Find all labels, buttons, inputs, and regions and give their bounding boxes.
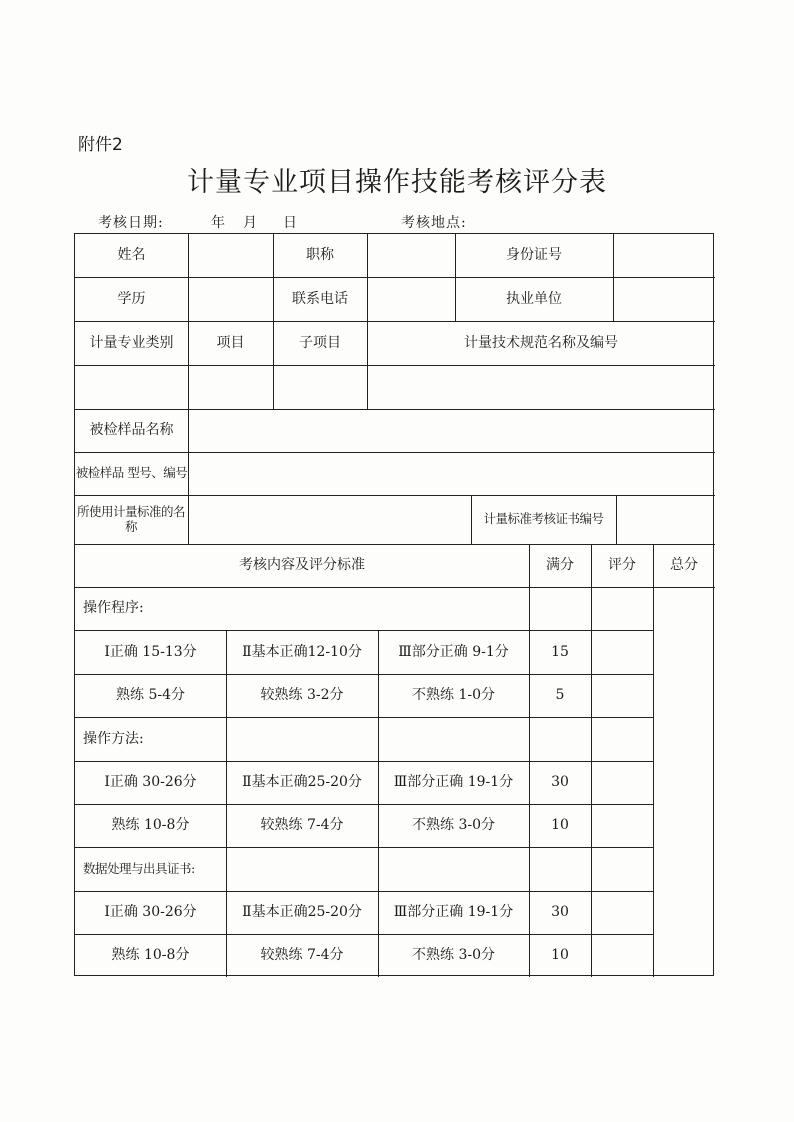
phone-field[interactable] <box>367 277 455 321</box>
criterion-a: Ⅰ正确 30-26分 <box>104 774 197 791</box>
title-rank-field[interactable] <box>367 234 455 277</box>
unit-field[interactable] <box>613 277 715 321</box>
date-label: 考核日期: <box>98 215 164 231</box>
id-number-field[interactable] <box>613 234 715 277</box>
unit-label: 执业单位 <box>506 290 562 307</box>
month-label: 月 <box>243 215 258 231</box>
full-score-value: 30 <box>551 904 569 921</box>
full-score-value: 30 <box>551 774 569 791</box>
sample-name-label: 被检样品名称 <box>89 422 174 439</box>
criterion-c: 不熟练 3-0分 <box>412 817 495 834</box>
total-header: 总分 <box>670 557 698 574</box>
title-rank-label: 职称 <box>306 247 334 264</box>
standard-name-label: 所使用计量标准的名称 <box>77 504 186 534</box>
score-table <box>74 233 714 976</box>
spec-label: 计量技术规范名称及编号 <box>464 334 618 351</box>
page-title: 计量专业项目操作技能考核评分表 <box>187 167 607 198</box>
location-label: 考核地点: <box>401 215 467 231</box>
criterion-b: Ⅱ基本正确25-20分 <box>242 774 362 791</box>
phone-label: 联系电话 <box>292 290 348 307</box>
criterion-a: 熟练 10-8分 <box>111 946 190 963</box>
criterion-b: Ⅱ基本正确12-10分 <box>242 643 362 660</box>
day-label: 日 <box>283 215 298 231</box>
section-title: 操作程序: <box>83 600 144 617</box>
criterion-a: Ⅰ正确 30-26分 <box>104 904 197 921</box>
full-score-value: 10 <box>551 817 569 834</box>
section-title: 数据处理与出具证书: <box>83 860 195 876</box>
score-input[interactable] <box>591 891 653 976</box>
project-label: 项目 <box>216 334 245 351</box>
education-label: 学历 <box>117 290 146 307</box>
name-label: 姓名 <box>117 247 146 264</box>
criterion-c: Ⅲ部分正确 19-1分 <box>393 904 514 921</box>
total-score-input[interactable] <box>653 587 715 976</box>
criterion-b: 较熟练 3-2分 <box>260 687 344 704</box>
criterion-c: Ⅲ部分正确 19-1分 <box>393 774 514 791</box>
criterion-a: Ⅰ正确 15-13分 <box>104 643 197 660</box>
sub-project-label: 子项目 <box>299 334 341 351</box>
education-field[interactable] <box>188 277 273 321</box>
score-input[interactable] <box>591 761 653 847</box>
score-input[interactable] <box>591 630 653 717</box>
criterion-b: Ⅱ基本正确25-20分 <box>242 904 362 921</box>
name-field[interactable] <box>188 234 273 277</box>
full-score-value: 15 <box>551 643 569 660</box>
criterion-c: 不熟练 3-0分 <box>412 946 495 963</box>
standard-cert-label: 计量标准考核证书编号 <box>483 511 604 527</box>
sample-model-label: 被检样品 型号、编号 <box>75 465 188 481</box>
year-label: 年 <box>211 215 226 231</box>
criterion-a: 熟练 10-8分 <box>111 817 190 834</box>
criterion-a: 熟练 5-4分 <box>116 687 185 704</box>
criterion-c: 不熟练 1-0分 <box>412 687 495 704</box>
category-label: 计量专业类别 <box>89 334 174 351</box>
criterion-c: Ⅲ部分正确 9-1分 <box>398 643 509 660</box>
score-header: 评分 <box>608 557 636 574</box>
criterion-b: 较熟练 7-4分 <box>260 946 344 963</box>
attachment-label: 附件2 <box>78 135 123 155</box>
section-title: 操作方法: <box>83 730 144 747</box>
full-score-header: 满分 <box>546 557 574 574</box>
full-score-value: 5 <box>555 687 565 704</box>
id-number-label: 身份证号 <box>506 247 562 264</box>
full-score-value: 10 <box>551 946 569 963</box>
content-header: 考核内容及评分标准 <box>239 557 365 574</box>
criterion-b: 较熟练 7-4分 <box>260 817 344 834</box>
